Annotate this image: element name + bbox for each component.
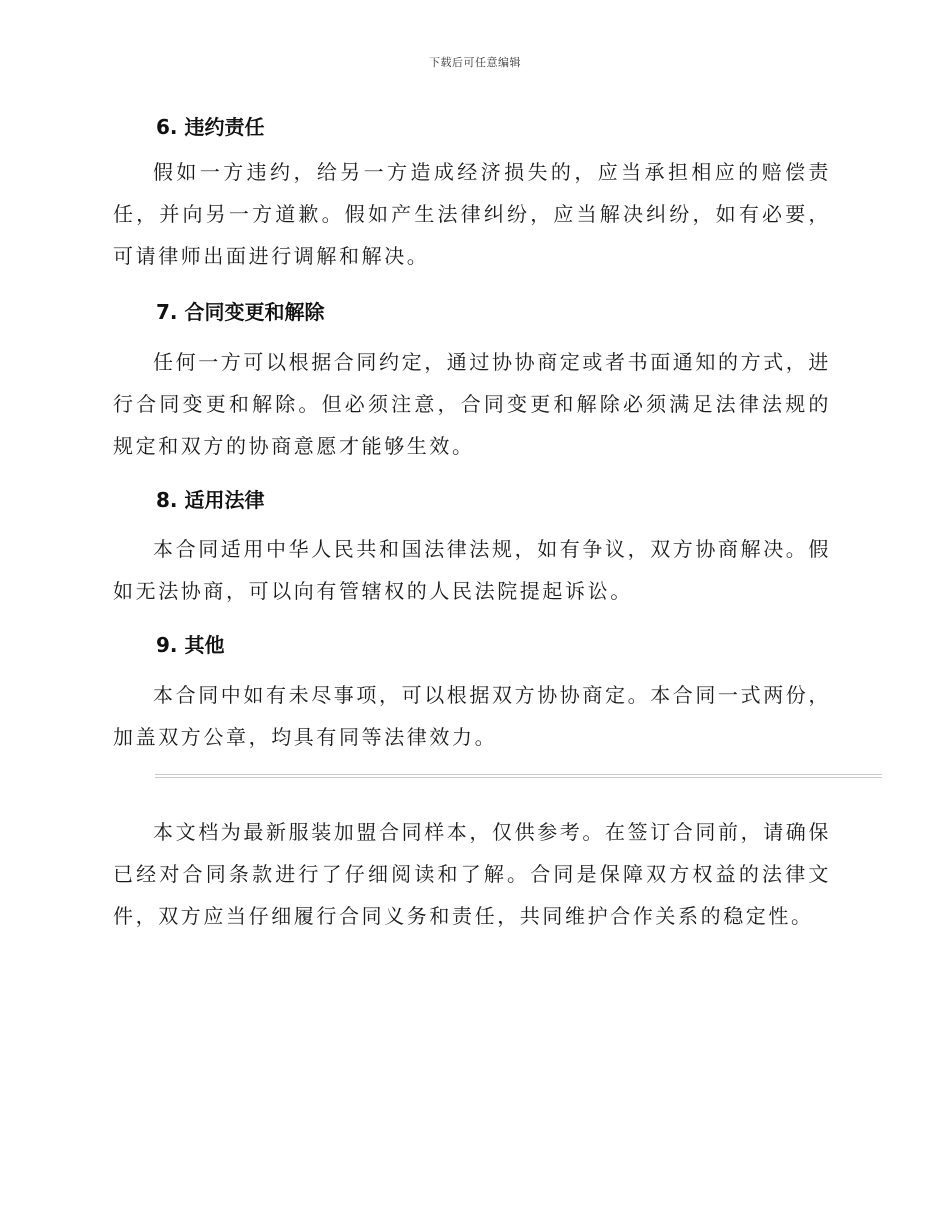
- closing-note: 本文档为最新服装加盟合同样本，仅供参考。在签订合同前，请确保已经对合同条款进行了仔细阅读和了解。合同是保障双方权益的法律文件，双方应当仔细履行合同义务和责任，共同维护合作关系的稳定性。: [113, 820, 831, 928]
- section-heading-9: 9. 其他: [156, 633, 225, 657]
- page-header-note: 下载后可任意编辑: [429, 56, 521, 69]
- section-divider: [155, 774, 882, 778]
- section-heading-8: 8. 适用法律: [156, 488, 265, 512]
- section-body-9: 本合同中如有未尽事项，可以根据双方协协商定。本合同一式两份，加盖双方公章，均具有同等法律效力。: [113, 683, 831, 749]
- section-body-8: 本合同适用中华人民共和国法律法规，如有争议，双方协商解决。假如无法协商，可以向有管辖权的人民法院提起诉讼。: [113, 537, 831, 603]
- section-heading-6: 6. 违约责任: [156, 115, 265, 139]
- section-body-7: 任何一方可以根据合同约定，通过协协商定或者书面通知的方式，进行合同变更和解除。但必须注意，合同变更和解除必须满足法律法规的规定和双方的协商意愿才能够生效。: [113, 350, 831, 458]
- section-heading-7: 7. 合同变更和解除: [156, 300, 325, 324]
- document-body: [113, 108, 831, 937]
- section-body-6: 假如一方违约，给另一方造成经济损失的，应当承担相应的赔偿责任，并向另一方道歉。假如产生法律纠纷，应当解决纠纷，如有必要，可请律师出面进行调解和解决。: [113, 160, 831, 268]
